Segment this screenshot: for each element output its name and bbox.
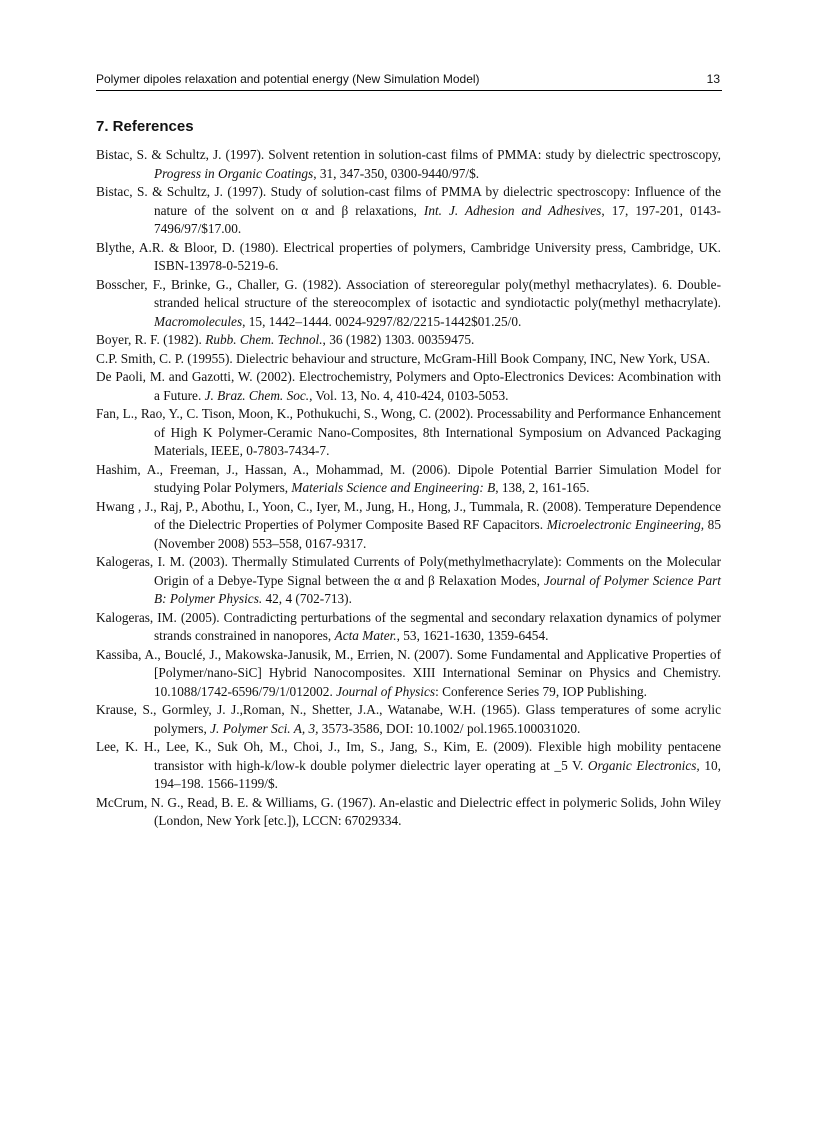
reference-item <box>96 146 721 183</box>
reference-item <box>96 461 721 498</box>
reference-text: Hashim, A., Freeman, J., Hassan, A., Mohammad, M. (2006). Dipole Potential Barrier Simulation Model for studying Polar Polymers, <box>96 461 721 495</box>
reference-details: : Conference Series 79, IOP Publishing. <box>435 683 647 699</box>
reference-journal: Journal of Physics <box>336 683 436 699</box>
reference-text: Fan, L., Rao, Y., C. Tison, Moon, K., Pothukuchi, S., Wong, C. (2002). Processability and Performance Enhancement of High K Polymer-Ceramic Nano-Composites, 8th International Symposium on Advanced Packaging Materials, IEEE, 0-7803-7434-7. <box>96 406 721 458</box>
reference-item <box>96 498 721 554</box>
reference-journal: Macromolecules <box>154 313 243 329</box>
reference-details: , 17, 197-201, 0143-7496/97/$17.00. <box>154 202 721 236</box>
reference-details: , 53, 1621-1630, 1359-6454. <box>396 628 549 643</box>
page-number: 13 <box>706 72 720 86</box>
reference-text: Boyer, R. F. (1982). <box>96 332 206 347</box>
reference-journal: J. Braz. Chem. Soc. <box>204 387 310 403</box>
reference-journal: J. Polymer Sci. A, 3, <box>210 720 319 736</box>
reference-text: Bistac, S. & Schultz, J. (1997). Solvent retention in solution-cast films of PMMA: study by dielectric spectroscopy, <box>96 147 721 162</box>
reference-details: , 138, 2, 161-165. <box>495 480 590 495</box>
reference-details: 85 (November 2008) 553–558, 0167-9317. <box>154 517 721 551</box>
reference-text: Hwang , J., Raj, P., Abothu, I., Yoon, C., Iyer, M., Jung, H., Hong, J., Tummala, R. (2008). Temperature Dependence of the Dielectric Properties of Polymer Composite Based RF Capacitors. <box>96 498 721 532</box>
reference-item <box>96 239 721 276</box>
reference-text: Bosscher, F., Brinke, G., Challer, G. (1982). Association of stereoregular poly(methyl methacrylates). 6. Double-stranded helical structure of the stereocomplex of isotactic and syndiotactic poly(methyl methacrylate). <box>96 276 721 310</box>
reference-text: Krause, S., Gormley, J. J.,Roman, N., Shetter, J.A., Watanabe, W.H. (1965). Glass temperatures of some acrylic polymers, <box>96 702 721 736</box>
reference-item <box>96 738 721 794</box>
reference-item <box>96 609 721 646</box>
reference-text: Blythe, A.R. & Bloor, D. (1980). Electrical properties of polymers, Cambridge University press, Cambridge, UK. ISBN-13978-0-5219-6. <box>96 239 721 273</box>
reference-text: Bistac, S. & Schultz, J. (1997). Study of solution-cast films of PMMA by dielectric spectroscopy: Influence of the nature of the solvent on α and β relaxations, <box>96 184 721 218</box>
reference-item <box>96 350 721 369</box>
reference-journal: Organic Electronics, <box>587 757 700 773</box>
reference-text: C.P. Smith, C. P. (19955). Dielectric behaviour and structure, McGram-Hill Book Company, INC, New York, USA. <box>96 350 711 366</box>
reference-item <box>96 368 721 405</box>
reference-item <box>96 646 721 702</box>
reference-journal: Journal of Polymer Science Part B: Polymer Physics. <box>154 572 721 606</box>
reference-item <box>96 405 721 461</box>
reference-details: 3573-3586, DOI: 10.1002/ pol.1965.100031020. <box>318 720 581 736</box>
reference-details: , 36 (1982) 1303. 00359475. <box>322 332 475 347</box>
reference-list <box>96 146 721 831</box>
reference-item <box>96 794 721 831</box>
reference-details: , 31, 347-350, 0300-9440/97/$. <box>313 165 480 181</box>
reference-text: Kalogeras, IM. (2005). Contradicting perturbations of the segmental and secondary relaxation dynamics of polymer strands constrained in nanopores, <box>96 609 721 643</box>
reference-text: De Paoli, M. and Gazotti, W. (2002). Electrochemistry, Polymers and Opto-Electronics Devices: Acombination with a Future. <box>96 369 721 403</box>
running-header <box>96 70 722 91</box>
reference-text: Lee, K. H., Lee, K., Suk Oh, M., Choi, J., Im, S., Jang, S., Kim, E. (2009). Flexible high mobility pentacene transistor with high-k/low-k double polymer dielectric layer operating at _5 V. <box>96 739 721 773</box>
reference-text: Kalogeras, I. M. (2003). Thermally Stimulated Currents of Poly(methylmethacrylate): Comments on the Molecular Origin of a Debye-Type Signal between the α and β Relaxation Modes, <box>96 554 721 588</box>
reference-item <box>96 276 721 332</box>
reference-text: Kassiba, A., Bouclé, J., Makowska-Janusik, M., Errien, N. (2007). Some Fundamental and Applicative Properties of [Polymer/nano-SiC] Hybrid Nanocomposites. XIII International Seminar on Physics and Chemistry. 10.1088/1742-6596/79/1/012002. <box>96 646 721 699</box>
reference-details: , 15, 1442–1444. 0024-9297/82/2215-1442$01.25/0. <box>242 313 522 329</box>
reference-details: 42, 4 (702-713). <box>262 591 352 606</box>
reference-journal: Rubb. Chem. Technol. <box>205 332 323 347</box>
reference-journal: Int. J. Adhesion and Adhesives <box>423 202 602 218</box>
reference-item <box>96 701 721 738</box>
reference-journal: Microelectronic Engineering, <box>546 517 705 532</box>
reference-journal: Progress in Organic Coatings <box>154 165 314 181</box>
running-title: Polymer dipoles relaxation and potential energy (New Simulation Model) <box>96 72 480 86</box>
reference-item <box>96 331 721 350</box>
reference-journal: Acta Mater. <box>334 628 397 643</box>
reference-details: 10, 194–198. 1566-1199/$. <box>154 757 721 791</box>
reference-text: McCrum, N. G., Read, B. E. & Williams, G. (1967). An-elastic and Dielectric effect in polymeric Solids, John Wiley (London, New York [etc.]), LCCN: 67029334. <box>96 794 721 828</box>
reference-item <box>96 183 721 239</box>
reference-journal: Materials Science and Engineering: B <box>291 480 496 495</box>
reference-item <box>96 553 721 609</box>
section-title: 7. References <box>96 118 194 135</box>
reference-details: , Vol. 13, No. 4, 410-424, 0103-5053. <box>309 387 509 403</box>
